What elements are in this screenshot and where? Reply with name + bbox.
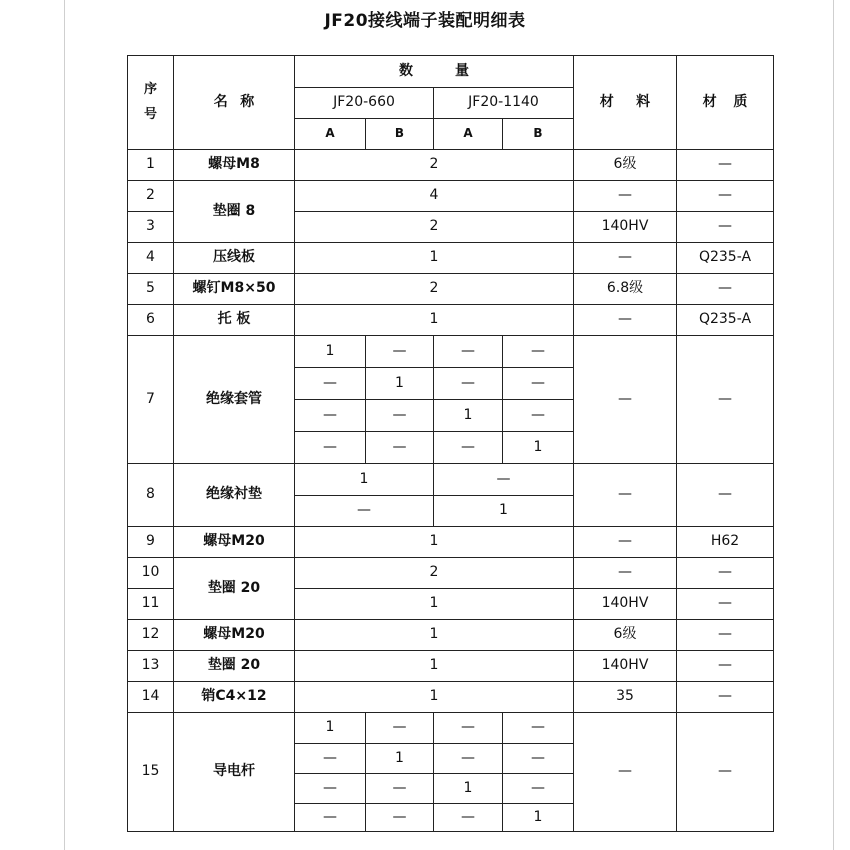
row-quality: —	[677, 558, 774, 589]
grid-cell: 1	[434, 400, 503, 432]
row-qty: 1	[295, 589, 574, 620]
row-no: 14	[128, 682, 174, 713]
row-no: 7	[128, 336, 174, 464]
row-material: 6级	[574, 620, 677, 651]
row-qty: 2	[295, 212, 574, 243]
grid-cell: 1	[295, 464, 434, 496]
table-row	[128, 181, 774, 212]
left-margin-line	[64, 0, 65, 850]
grid-cell: —	[434, 804, 503, 832]
row-quality: —	[677, 464, 774, 527]
table-row	[128, 682, 774, 713]
table-row	[128, 336, 774, 368]
row-no: 10	[128, 558, 174, 589]
grid-cell: —	[366, 432, 434, 464]
row-no: 15	[128, 713, 174, 832]
row-no: 2	[128, 181, 174, 212]
header-660-b: B	[366, 119, 434, 150]
grid-cell: —	[434, 744, 503, 774]
row-name: 压线板	[174, 243, 295, 274]
header-name: 名称	[174, 56, 295, 150]
row-material: —	[574, 713, 677, 832]
grid-cell: 1	[366, 744, 434, 774]
row-no: 13	[128, 651, 174, 682]
row-material: 140HV	[574, 589, 677, 620]
row-qty: 1	[295, 651, 574, 682]
header-660-a: A	[295, 119, 366, 150]
grid-cell: —	[503, 336, 574, 368]
grid-cell: —	[295, 496, 434, 527]
row-material: —	[574, 558, 677, 589]
grid-cell: 1	[295, 713, 366, 744]
row-qty: 1	[295, 243, 574, 274]
table-row	[128, 651, 774, 682]
table-row	[128, 243, 774, 274]
row-qty: 2	[295, 150, 574, 181]
row-material: 6级	[574, 150, 677, 181]
row-material: 6.8级	[574, 274, 677, 305]
grid-cell: —	[295, 368, 366, 400]
header-1140-b: B	[503, 119, 574, 150]
row-material: 35	[574, 682, 677, 713]
grid-cell: —	[295, 432, 366, 464]
row-no: 12	[128, 620, 174, 651]
header-quality: 材质	[677, 56, 774, 150]
row-no: 8	[128, 464, 174, 527]
parts-table	[127, 55, 774, 832]
header-quantity: 数量	[295, 56, 574, 88]
right-margin-line	[833, 0, 834, 850]
row-qty: 4	[295, 181, 574, 212]
header-model-660: JF20-660	[295, 88, 434, 119]
table-row	[128, 713, 774, 744]
row-material: —	[574, 464, 677, 527]
row-name: 绝缘衬垫	[174, 464, 295, 527]
grid-cell: —	[366, 774, 434, 804]
row-quality: —	[677, 589, 774, 620]
row-material: —	[574, 336, 677, 464]
row-quality: —	[677, 181, 774, 212]
row-quality: —	[677, 682, 774, 713]
row-no: 5	[128, 274, 174, 305]
row-qty: 1	[295, 620, 574, 651]
grid-cell: 1	[503, 432, 574, 464]
row-name: 螺母M20	[174, 620, 295, 651]
row-material: —	[574, 243, 677, 274]
row-name: 托 板	[174, 305, 295, 336]
grid-cell: —	[295, 804, 366, 832]
document-title: JF20接线端子装配明细表	[324, 11, 526, 31]
row-quality: —	[677, 713, 774, 832]
grid-cell: 1	[434, 496, 574, 527]
row-qty: 1	[295, 305, 574, 336]
grid-cell: —	[434, 336, 503, 368]
grid-cell: —	[434, 368, 503, 400]
row-name: 导电杆	[174, 713, 295, 832]
grid-cell: —	[295, 400, 366, 432]
grid-cell: —	[295, 774, 366, 804]
row-qty: 1	[295, 527, 574, 558]
header-seq: 序号	[128, 56, 174, 150]
table-row	[128, 558, 774, 589]
table-row	[128, 150, 774, 181]
row-name: 绝缘套管	[174, 336, 295, 464]
grid-cell: —	[366, 713, 434, 744]
table-row	[128, 305, 774, 336]
table-row	[128, 464, 774, 496]
row-quality: Q235-A	[677, 243, 774, 274]
row-name: 螺母M20	[174, 527, 295, 558]
row-name: 销C4×12	[174, 682, 295, 713]
row-material: 140HV	[574, 212, 677, 243]
header-1140-a: A	[434, 119, 503, 150]
row-quality: Q235-A	[677, 305, 774, 336]
grid-cell: 1	[366, 368, 434, 400]
row-quality: —	[677, 336, 774, 464]
row-no: 11	[128, 589, 174, 620]
grid-cell: 1	[503, 804, 574, 832]
row-material: —	[574, 305, 677, 336]
table-row	[128, 620, 774, 651]
row-quality: H62	[677, 527, 774, 558]
row-no: 1	[128, 150, 174, 181]
row-no: 6	[128, 305, 174, 336]
grid-cell: —	[366, 336, 434, 368]
grid-cell: —	[503, 368, 574, 400]
row-material: —	[574, 181, 677, 212]
table-row	[128, 274, 774, 305]
row-no: 4	[128, 243, 174, 274]
row-quality: —	[677, 212, 774, 243]
row-material: 140HV	[574, 651, 677, 682]
grid-cell: —	[503, 713, 574, 744]
row-qty: 1	[295, 682, 574, 713]
header-model-1140: JF20-1140	[434, 88, 574, 119]
table-row	[128, 527, 774, 558]
row-quality: —	[677, 620, 774, 651]
row-quality: —	[677, 651, 774, 682]
row-quality: —	[677, 274, 774, 305]
row-quality: —	[677, 150, 774, 181]
grid-cell: —	[434, 713, 503, 744]
grid-cell: —	[503, 744, 574, 774]
grid-cell: —	[366, 400, 434, 432]
row-name: 垫圈 20	[174, 558, 295, 620]
grid-cell: —	[503, 774, 574, 804]
grid-cell: 1	[295, 336, 366, 368]
row-no: 9	[128, 527, 174, 558]
grid-cell: —	[366, 804, 434, 832]
row-no: 3	[128, 212, 174, 243]
row-name: 螺母M8	[174, 150, 295, 181]
row-name: 垫圈 8	[174, 181, 295, 243]
grid-cell: 1	[434, 774, 503, 804]
row-material: —	[574, 527, 677, 558]
grid-cell: —	[295, 744, 366, 774]
row-name: 螺钉M8×50	[174, 274, 295, 305]
grid-cell: —	[434, 464, 574, 496]
row-qty: 2	[295, 558, 574, 589]
row-qty: 2	[295, 274, 574, 305]
grid-cell: —	[434, 432, 503, 464]
grid-cell: —	[503, 400, 574, 432]
header-material: 材料	[574, 56, 677, 150]
row-name: 垫圈 20	[174, 651, 295, 682]
